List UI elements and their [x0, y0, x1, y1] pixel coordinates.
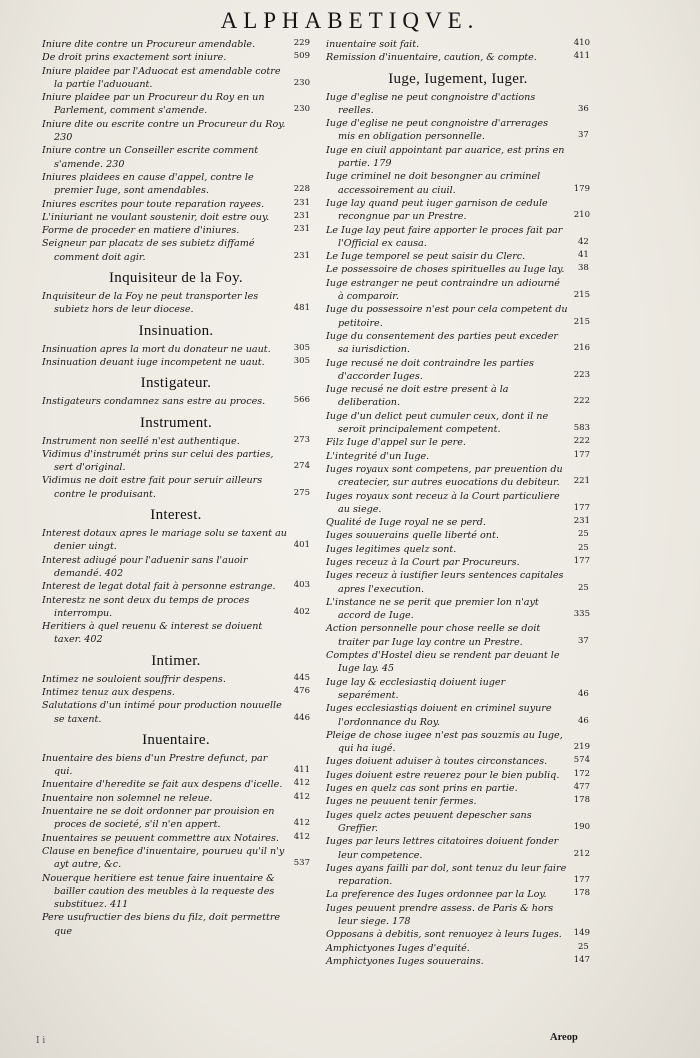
page-reference: 178 [573, 795, 590, 806]
page-reference: 230 [293, 77, 310, 88]
page-reference: 222 [573, 396, 590, 407]
page-reference: 177 [573, 555, 590, 566]
entry-text: Iuges en quelz cas sont prins en partie. [326, 783, 518, 795]
entry-text: Iuge criminel ne doit besongner au criminel accessoirement au ciuil. [326, 171, 541, 196]
entry-text: Instigateurs condamnez sans estre au proces. [42, 396, 266, 408]
entry-text: Pere usufructier des biens du filz, doit permettre que [42, 912, 281, 937]
index-entry [42, 171, 310, 198]
page-reference: 228 [293, 184, 310, 195]
entry-text: Amphictyones Iuges d'equité. [326, 942, 470, 954]
index-entry: Le Iuge temporel se peut saisir du Clerc. 41 [326, 250, 589, 263]
section-heading: Inuentaire. [142, 731, 210, 748]
entry-text: Iniures plaidees en cause d'appel, contre le premier Iuge, sont amendables. [42, 171, 254, 197]
section-heading: Instigateur. [140, 375, 212, 392]
index-entry [42, 872, 310, 912]
entry-text: Filz Iuge d'appel sur le pere. [326, 437, 466, 449]
section-heading: Instrument. [139, 414, 213, 431]
page-reference: 410 [573, 38, 590, 48]
entry-text: Remission d'inuentaire, caution, & compte. [326, 52, 537, 64]
index-entry: Le Iuge lay peut faire apporter le proces fait par l'Official ex causa. 42 [326, 224, 589, 249]
entry-text: De droit prins exactement sort iniure. [42, 52, 227, 64]
index-entry [42, 620, 310, 647]
index-entry [42, 91, 310, 118]
index-entry [326, 596, 590, 623]
index-entry [42, 237, 310, 264]
page-reference: 412 [293, 831, 310, 842]
page-reference: 179 [573, 183, 590, 194]
entry-text: Le Iuge lay peut faire apporter le proces fait par l'Official ex causa. [326, 224, 563, 249]
page-reference: 412 [293, 818, 310, 829]
section-heading: Insinuation. [138, 322, 214, 339]
index-entry [42, 580, 310, 593]
index-entry: Iuge lay & ecclesiastiq doiuent iuger separément. 46 [326, 676, 589, 701]
index-entry [42, 144, 310, 171]
page-reference: 509 [293, 51, 310, 62]
entry-text: Iuges souuerains quelle liberté ont. [326, 530, 499, 542]
index-entry [326, 277, 590, 304]
page-reference: 477 [573, 782, 590, 793]
page-reference: 210 [573, 210, 590, 221]
entry-text: Iuge d'un delict peut cumuler ceux, dont il ne seroit principalement competent. [326, 410, 549, 436]
page-reference: 223 [573, 369, 590, 380]
index-entry [326, 888, 590, 901]
page-reference: 273 [293, 434, 310, 445]
index-entry [326, 902, 590, 929]
page-reference: 583 [573, 423, 590, 434]
page-reference: 411 [573, 51, 590, 62]
page-reference: 412 [293, 778, 310, 789]
entry-text: Nouerque heritiere est tenue faire inuentaire & bailler caution des meubles à la requeste des substituez. 411 [42, 872, 275, 911]
entry-text: Interest dotaux apres le mariage solu se taxent au denier uingt. [42, 528, 287, 553]
entry-text: Vidimus d'instrumét prins sur celui des parties, sert d'original. [42, 448, 274, 474]
index-entry [326, 490, 590, 517]
entry-text: Insinuation deuant iuge incompetent ne uaut. [42, 356, 265, 368]
page-reference: 566 [293, 395, 310, 406]
index-entry: Iuges ecclesiastiqs doiuent en criminel suyure l'ordonnance du Roy. 46 [326, 703, 589, 728]
index-entry [326, 516, 590, 529]
page-reference: 177 [573, 502, 590, 513]
right-column [326, 38, 590, 968]
entry-text: Iniures escrites pour toute reparation rayees. [42, 198, 265, 210]
page-reference: 402 [293, 606, 310, 617]
index-entry [326, 835, 590, 862]
entry-text: Iuge lay quand peut iuger garnison de cedule recongnue par un Prestre. [326, 197, 548, 223]
page-reference: 215 [573, 316, 590, 327]
index-entry [326, 410, 590, 437]
page-reference: 215 [573, 290, 590, 301]
index-entry [42, 673, 310, 686]
index-entry [326, 38, 590, 51]
section-heading: Intimer. [151, 652, 201, 669]
index-entry [42, 51, 310, 64]
index-entry: Iuge d'eglise ne peut congnoistre d'arrerages mis en obligation personnelle. 37 [326, 118, 589, 143]
index-entry [42, 752, 310, 779]
page-reference: 221 [573, 476, 590, 487]
index-entry [326, 649, 590, 676]
index-entry [42, 594, 310, 621]
page-reference: 177 [573, 875, 590, 886]
entry-text: La preference des Iuges ordonnee par la Loy. [326, 889, 547, 901]
index-entry [326, 795, 590, 808]
index-entry [42, 118, 310, 145]
page-reference: 229 [293, 38, 310, 48]
index-entry: Iuges souuerains quelle liberté ont. 25 [326, 529, 589, 542]
index-entry [326, 436, 590, 449]
page-reference: 147 [573, 954, 590, 965]
page-reference: 537 [293, 858, 310, 869]
page-reference: 231 [293, 210, 310, 221]
page-reference: 219 [573, 742, 590, 753]
entry-text: Interest adiugé pour l'aduenir sans l'auoir demandé. 402 [42, 554, 248, 579]
entry-text: Interest de legat dotal fait à personne estrange. [42, 581, 276, 593]
entry-text: Iuges doiuent aduiser à toutes circonstances. [326, 756, 548, 768]
page-reference: 574 [573, 755, 590, 766]
index-entry [326, 729, 590, 756]
entry-text: Salutations d'un intimé pour production nouuelle se taxent. [42, 700, 282, 725]
page-reference: 178 [573, 888, 590, 899]
section-heading: Inquisiteur de la Foy. [109, 270, 243, 287]
index-entry [42, 474, 310, 501]
index-entry [326, 144, 590, 171]
entry-text: Amphictyones Iuges souuerains. [326, 955, 484, 967]
entry-text: Inquisiteur de la Foy ne peut transporter les subietz hors de leur diocese. [42, 291, 259, 316]
margin-mark: I i [36, 1036, 46, 1046]
entry-text: Iniure dite ou escrite contre un Procureur du Roy. 230 [42, 118, 286, 144]
index-entry [326, 556, 590, 569]
index-entry [42, 448, 310, 475]
entry-text: Interestz ne sont deux du temps de proces interrompu. [42, 594, 250, 619]
page-reference: 177 [573, 449, 590, 460]
entry-text: inuentaire soit fait. [326, 39, 420, 50]
entry-text: Iuges legitimes quelz sont. [326, 543, 457, 555]
index-entry [326, 197, 590, 224]
entry-text: Clause en benefice d'inuentaire, pourueu qu'il n'y ayt autre, &c. [42, 845, 285, 871]
entry-text: Iuges ne peuuent tenir fermes. [326, 796, 477, 808]
entry-text: Iuge en ciuil appointant par auarice, est prins en partie. 179 [326, 144, 565, 170]
index-entry [326, 357, 590, 384]
entry-text: Iuges quelz actes peuuent depescher sans Greffier. [326, 809, 532, 834]
page-reference: 476 [293, 685, 310, 696]
index-entry [42, 805, 310, 832]
index-entry [42, 65, 310, 92]
page-reference: 231 [293, 197, 310, 208]
index-entry [326, 928, 590, 941]
index-entry [42, 198, 310, 211]
index-entry [326, 51, 590, 64]
entry-text: Iuges ayans failli par dol, sont tenuz du leur faire reparation. [326, 862, 567, 888]
index-entry [42, 356, 310, 369]
index-entry: Amphictyones Iuges d'equité. 25 [326, 941, 589, 954]
entry-text: L'integrité d'un Iuge. [326, 450, 430, 462]
entry-text: Pleige de chose iugee n'est pas souzmis au Iuge, qui ha iugé. [326, 729, 563, 755]
entry-text: Vidimus ne doit estre fait pour seruir ailleurs contre le produisant. [42, 475, 263, 500]
entry-text: Inuentaire ne se doit ordonner par prouision en proces de societé, s'il n'en appert. [42, 806, 275, 831]
page-reference: 275 [293, 487, 310, 498]
page-reference: 401 [293, 540, 310, 551]
entry-text: Iuge lay & ecclesiastiq doiuent iuger separément. [326, 676, 506, 701]
entry-text: Le possessoire de choses spirituelles au Iuge lay. [326, 264, 565, 276]
page-reference: 222 [573, 436, 590, 447]
entry-text: Iuge du possessoire n'est pour cela competent du petitoire. [326, 304, 568, 329]
entry-text: Iniure contre un Conseiller escrite comment s'amende. 230 [42, 145, 259, 170]
entry-text: Iuges royaux sont competens, par preuention du createcier, sur autres euocations du debiteur. [326, 463, 563, 489]
entry-text: Iuges peuuent prendre assess. de Paris & hors leur siege. 178 [326, 902, 554, 927]
index-entry [326, 862, 590, 889]
entry-text: Intimez ne souloient souffrir despens. [42, 673, 226, 685]
entry-text: Iuges receuz à la Court par Procureurs. [326, 556, 520, 568]
page-reference: 446 [293, 712, 310, 723]
entry-text: Comptes d'Hostel dieu se rendent par deuant le Iuge lay. 45 [326, 650, 560, 675]
entry-text: Iuges ecclesiastiqs doiuent en criminel suyure l'ordonnance du Roy. [326, 703, 552, 728]
index-entry [42, 845, 310, 872]
entry-text: Intimez tenuz aux despens. [42, 686, 175, 698]
index-entry: Iuge d'eglise ne peut congnoistre d'actions reelles. 36 [326, 91, 589, 116]
page-reference: 305 [293, 342, 310, 353]
index-entry [42, 224, 310, 237]
entry-text: Inuentaires se peuuent commettre aux Notaires. [42, 832, 279, 844]
entry-text: Iniure plaidee par un Procureur du Roy en un Parlement, comment s'amende. [42, 92, 265, 117]
left-column [42, 38, 310, 938]
index-entry: Action personnelle pour chose reelle se doit traiter par Iuge lay contre un Prestre. 37 [326, 623, 589, 648]
index-entry [326, 450, 590, 463]
page-reference: 212 [573, 848, 590, 859]
index-entry [326, 955, 590, 968]
page-reference: 231 [293, 224, 310, 235]
index-entry [42, 554, 310, 581]
index-entry [326, 769, 590, 782]
entry-text: Inuentaire des biens d'un Prestre defunct, par qui. [42, 752, 268, 778]
index-entry [42, 343, 310, 356]
entry-text: Iuge du consentement des parties peut exceder sa iurisdiction. [326, 330, 558, 356]
entry-text: Seigneur par placatz de ses subietz diffamé comment doit agir. [42, 238, 255, 263]
entry-text: Iniure dite contre un Procureur amendable. [42, 39, 256, 50]
entry-text: Le Iuge temporel se peut saisir du Clerc. [326, 251, 526, 263]
entry-text: Iniure plaidee par l'Aduocat est amendable cotre la partie l'aduouant. [42, 65, 281, 90]
index-entry: Le possessoire de choses spirituelles au Iuge lay. 38 [326, 263, 589, 276]
page-reference: 274 [293, 461, 310, 472]
entry-text: Inuentaire d'heredite se fait aux despens d'icelle. [42, 779, 283, 791]
entry-text: Qualité de Iuge royal ne se perd. [326, 517, 486, 529]
index-entry [326, 170, 590, 197]
entry-text: Iuge recusé ne doit contraindre les parties d'accorder Iuges. [326, 357, 534, 382]
index-entry [326, 330, 590, 357]
page-reference: 231 [573, 516, 590, 527]
index-entry [42, 911, 310, 938]
index-entry [326, 383, 590, 410]
index-entry [42, 290, 310, 317]
index-entry [42, 686, 310, 699]
index-entry [42, 778, 310, 791]
page-reference: 411 [293, 765, 310, 776]
entry-text: Iuges par leurs lettres citatoires doiuent fonder leur competence. [326, 836, 559, 861]
entry-text: L'instance ne se perit que premier lon n'ayt accord de Iuge. [326, 596, 539, 622]
index-entry: Iuges receuz à iustifier leurs sentences capitales apres l'execution. 25 [326, 570, 589, 595]
page-reference: 305 [293, 355, 310, 366]
section-heading: Iuge, Iugement, Iuger. [388, 70, 528, 87]
page-reference: 481 [293, 303, 310, 314]
entry-text: Action personnelle pour chose reelle se doit traiter par Iuge lay contre un Prestre. [326, 623, 541, 648]
page-reference: 172 [573, 768, 590, 779]
entry-text: Forme de proceder en matiere d'iniures. [42, 225, 240, 237]
index-entry [326, 755, 590, 768]
entry-text: Iuges doiuent estre reuerez pour le bien publiq. [326, 769, 560, 781]
entry-text: Opposans à debitis, sont renuoyez à leurs Iuges. [326, 929, 562, 941]
index-entry [42, 792, 310, 805]
entry-text: Iuge recusé ne doit estre present à la deliberation. [326, 384, 509, 409]
page-reference: 216 [573, 343, 590, 354]
page-reference: 230 [293, 104, 310, 115]
index-entry [42, 832, 310, 845]
entry-text: Heritiers à quel reuenu & interest se doiuent taxer. 402 [42, 621, 263, 646]
index-entry [42, 435, 310, 448]
index-entry: Iuges legitimes quelz sont. 25 [326, 542, 589, 555]
entry-text: Iuge d'eglise ne peut congnoistre d'arrerages mis en obligation personnelle. [326, 118, 549, 143]
entry-text: L'iniuriant ne voulant soustenir, doit estre ouy. [42, 211, 270, 223]
page-reference: 149 [573, 928, 590, 939]
section-heading: Interest. [150, 507, 202, 524]
entry-text: Iuges receuz à iustifier leurs sentences capitales apres l'execution. [326, 570, 564, 595]
index-entry [42, 38, 310, 51]
entry-text: Iuges royaux sont receuz à la Court particuliere au siege. [326, 490, 560, 515]
index-entry [42, 527, 310, 554]
entry-text: Insinuation apres la mort du donateur ne uaut. [42, 343, 271, 355]
page-reference: 403 [293, 580, 310, 591]
catchword: Areop [550, 1032, 578, 1043]
index-entry [42, 211, 310, 224]
page-reference: 335 [573, 609, 590, 620]
page-reference: 231 [293, 250, 310, 261]
index-entry [42, 395, 310, 408]
entry-text: Instrument non seellé n'est authentique. [42, 435, 240, 447]
index-entry [326, 303, 590, 330]
index-entry [42, 699, 310, 726]
page-reference: 190 [573, 821, 590, 832]
entry-text: Iuge d'eglise ne peut congnoistre d'actions reelles. [326, 91, 536, 116]
entry-text: Inuentaire non solemnel ne releue. [42, 792, 213, 804]
index-entry [326, 809, 590, 836]
page-reference: 445 [293, 672, 310, 683]
page-reference: 412 [293, 791, 310, 802]
running-head: ALPHABETIQVE. [220, 8, 480, 33]
index-entry [326, 463, 590, 490]
index-entry [326, 782, 590, 795]
entry-text: Iuge estranger ne peut contraindre un adiourné à comparoir. [326, 277, 560, 303]
